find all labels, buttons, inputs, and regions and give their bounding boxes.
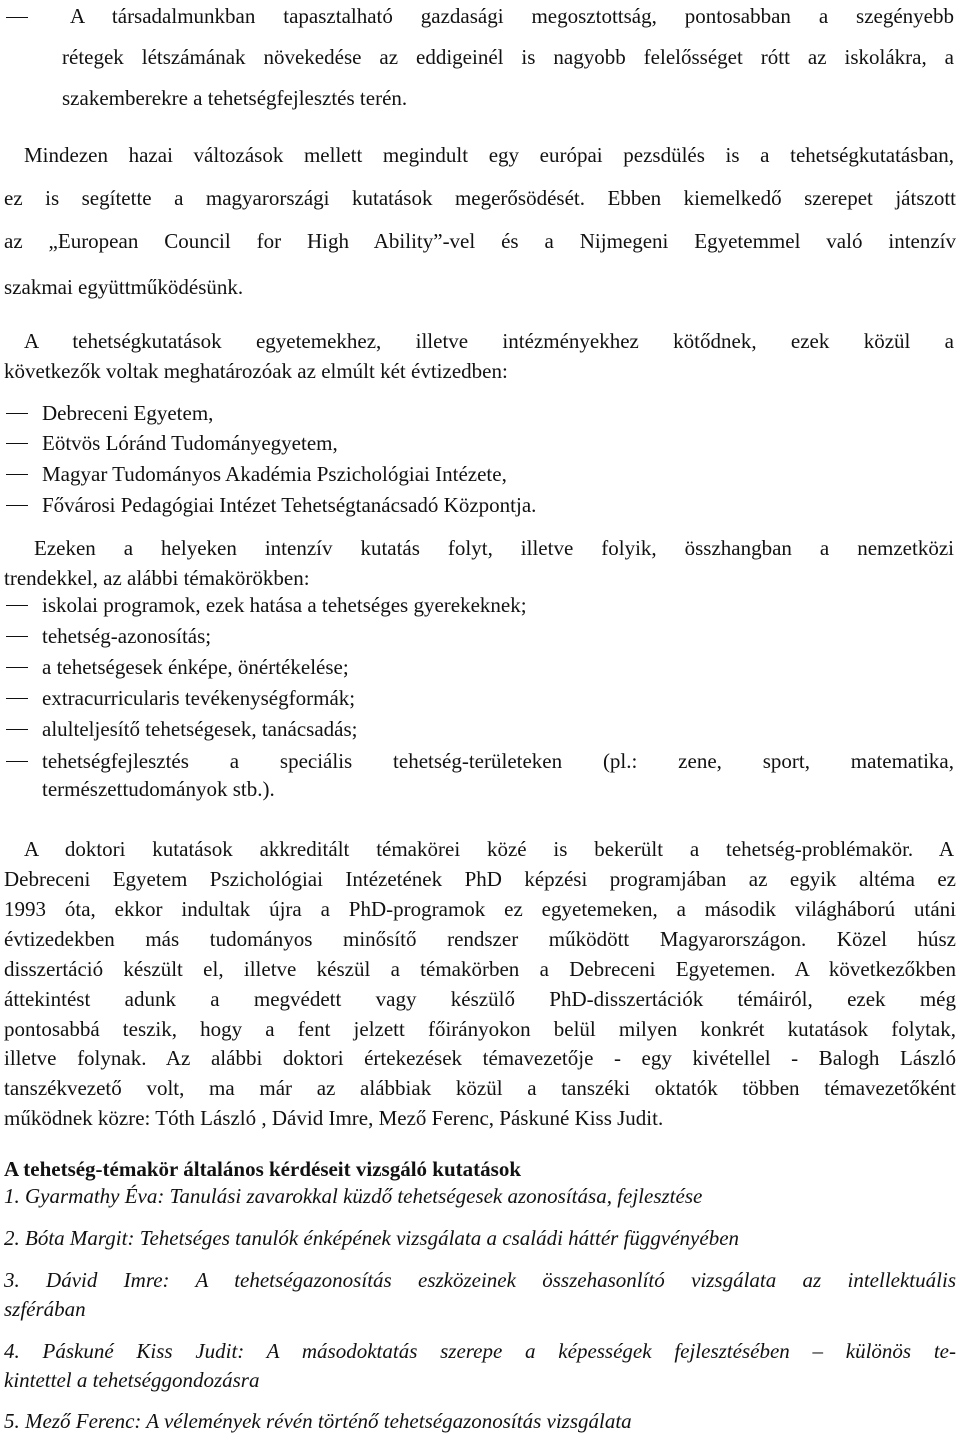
thesis-item: 5. Mező Ferenc: A vélemények révén történő tehetségazonosítás vizsgálata	[4, 1409, 632, 1433]
paragraph-line: ez is segítette a magyarországi kutatások megerősödését. Ebben kiemelkedő szerepet játszott	[4, 186, 956, 210]
paragraph-line: áttekintést adunk a megvédett vagy készülő PhD-disszertációk témáiról, ezek még	[4, 987, 956, 1011]
thesis-item: 2. Bóta Margit: Tehetséges tanulók énképének vizsgálata a családi háttér függvényében	[4, 1226, 740, 1250]
dash-bullet	[6, 443, 28, 444]
thesis-item-continuation: kintettel a tehetséggondozásra	[4, 1368, 260, 1392]
list-item: Fővárosi Pedagógiai Intézet Tehetségtanácsadó Központja.	[42, 493, 537, 517]
thesis-item: 4. Páskuné Kiss Judit: A másodoktatás szerepe a képességek fejlesztésében – különös te-	[4, 1339, 956, 1363]
paragraph-line: szakmai együttműködésünk.	[4, 275, 244, 299]
dash-bullet	[6, 17, 28, 18]
list-item: Eötvös Lóránd Tudományegyetem,	[42, 431, 338, 455]
list-item: alulteljesítő tehetségesek, tanácsadás;	[42, 717, 358, 741]
list-item-continuation: természettudományok stb.).	[42, 777, 275, 801]
list-item: extracurricularis tevékenységformák;	[42, 686, 356, 710]
thesis-item-continuation: szférában	[4, 1297, 86, 1321]
paragraph-line: Mindezen hazai változások mellett megindult egy európai pezsdülés is a tehetségkutatásban,	[24, 143, 954, 167]
paragraph-line: évtizedekben más tudományos minősítő rendszer működött Magyarországon. Közel húsz	[4, 927, 956, 951]
paragraph-line: működnek közre: Tóth László , Dávid Imre, Mező Ferenc, Páskuné Kiss Judit.	[4, 1106, 664, 1130]
paragraph-line: trendekkel, az alábbi témakörökben:	[4, 566, 310, 590]
dash-bullet	[6, 505, 28, 506]
paragraph-line: tanszékvezető volt, ma már az alábbiak közül a tanszéki oktatók többen témavezetőként	[4, 1076, 956, 1100]
paragraph-line: 1993 óta, ekkor indultak újra a PhD-programok ez egyetemeken, a második világháború utáni	[4, 897, 956, 921]
list-item: tehetség-azonosítás;	[42, 624, 212, 648]
dash-bullet	[6, 729, 28, 730]
thesis-item: 3. Dávid Imre: A tehetségazonosítás eszközeinek összehasonlító vizsgálata az intellektuális	[4, 1268, 956, 1292]
paragraph-line: illetve folynak. Az alábbi doktori értekezések témavezetője - egy kivétellel - Balogh László	[4, 1046, 956, 1070]
paragraph-line: pontosabbá teszik, hogy a fent jelzett főirányokon belül milyen konkrét kutatások folytak,	[4, 1017, 956, 1041]
paragraph-line: Debreceni Egyetem Pszichológiai Intézetének PhD képzési programjában az egyik altéma ez	[4, 867, 956, 891]
dash-bullet	[6, 605, 28, 606]
paragraph-line: az „European Council for High Ability”-vel és a Nijmegeni Egyetemmel való intenzív	[4, 229, 956, 253]
list-item: iskolai programok, ezek hatása a tehetséges gyerekeknek;	[42, 593, 527, 617]
dash-bullet	[6, 636, 28, 637]
thesis-item: 1. Gyarmathy Éva: Tanulási zavarokkal küzdő tehetségesek azonosítása, fejlesztése	[4, 1184, 703, 1208]
paragraph-line: rétegek létszámának növekedése az eddigeinél is nagyobb felelősséget rótt az iskolákra, a	[62, 45, 954, 69]
paragraph-line: A társadalmunkban tapasztalható gazdasági megosztottság, pontosabban a szegényebb	[70, 4, 954, 28]
list-item: Debreceni Egyetem,	[42, 401, 214, 425]
dash-bullet	[6, 474, 28, 475]
paragraph-line: szakemberekre a tehetségfejlesztés terén.	[62, 86, 408, 110]
section-heading: A tehetség-témakör általános kérdéseit vizsgáló kutatások	[4, 1157, 521, 1181]
dash-bullet	[6, 413, 28, 414]
list-item: Magyar Tudományos Akadémia Pszichológiai Intézete,	[42, 462, 507, 486]
list-item: a tehetségesek énképe, önértékelése;	[42, 655, 349, 679]
list-item: tehetségfejlesztés a speciális tehetség-területeken (pl.: zene, sport, matematika,	[42, 749, 954, 773]
dash-bullet	[6, 698, 28, 699]
dash-bullet	[6, 667, 28, 668]
paragraph-line: A doktori kutatások akkreditált témakörei közé is bekerült a tehetség-problémakör. A	[24, 837, 954, 861]
paragraph-line: disszertáció készült el, illetve készül a témakörben a Debreceni Egyetemen. A következőkben	[4, 957, 956, 981]
paragraph-line: Ezeken a helyeken intenzív kutatás folyt, illetve folyik, összhangban a nemzetközi	[34, 536, 954, 560]
paragraph-line: A tehetségkutatások egyetemekhez, illetve intézményekhez kötődnek, ezek közül a	[24, 329, 954, 353]
dash-bullet	[6, 761, 28, 762]
paragraph-line: következők voltak meghatározóak az elmúlt két évtizedben:	[4, 359, 508, 383]
